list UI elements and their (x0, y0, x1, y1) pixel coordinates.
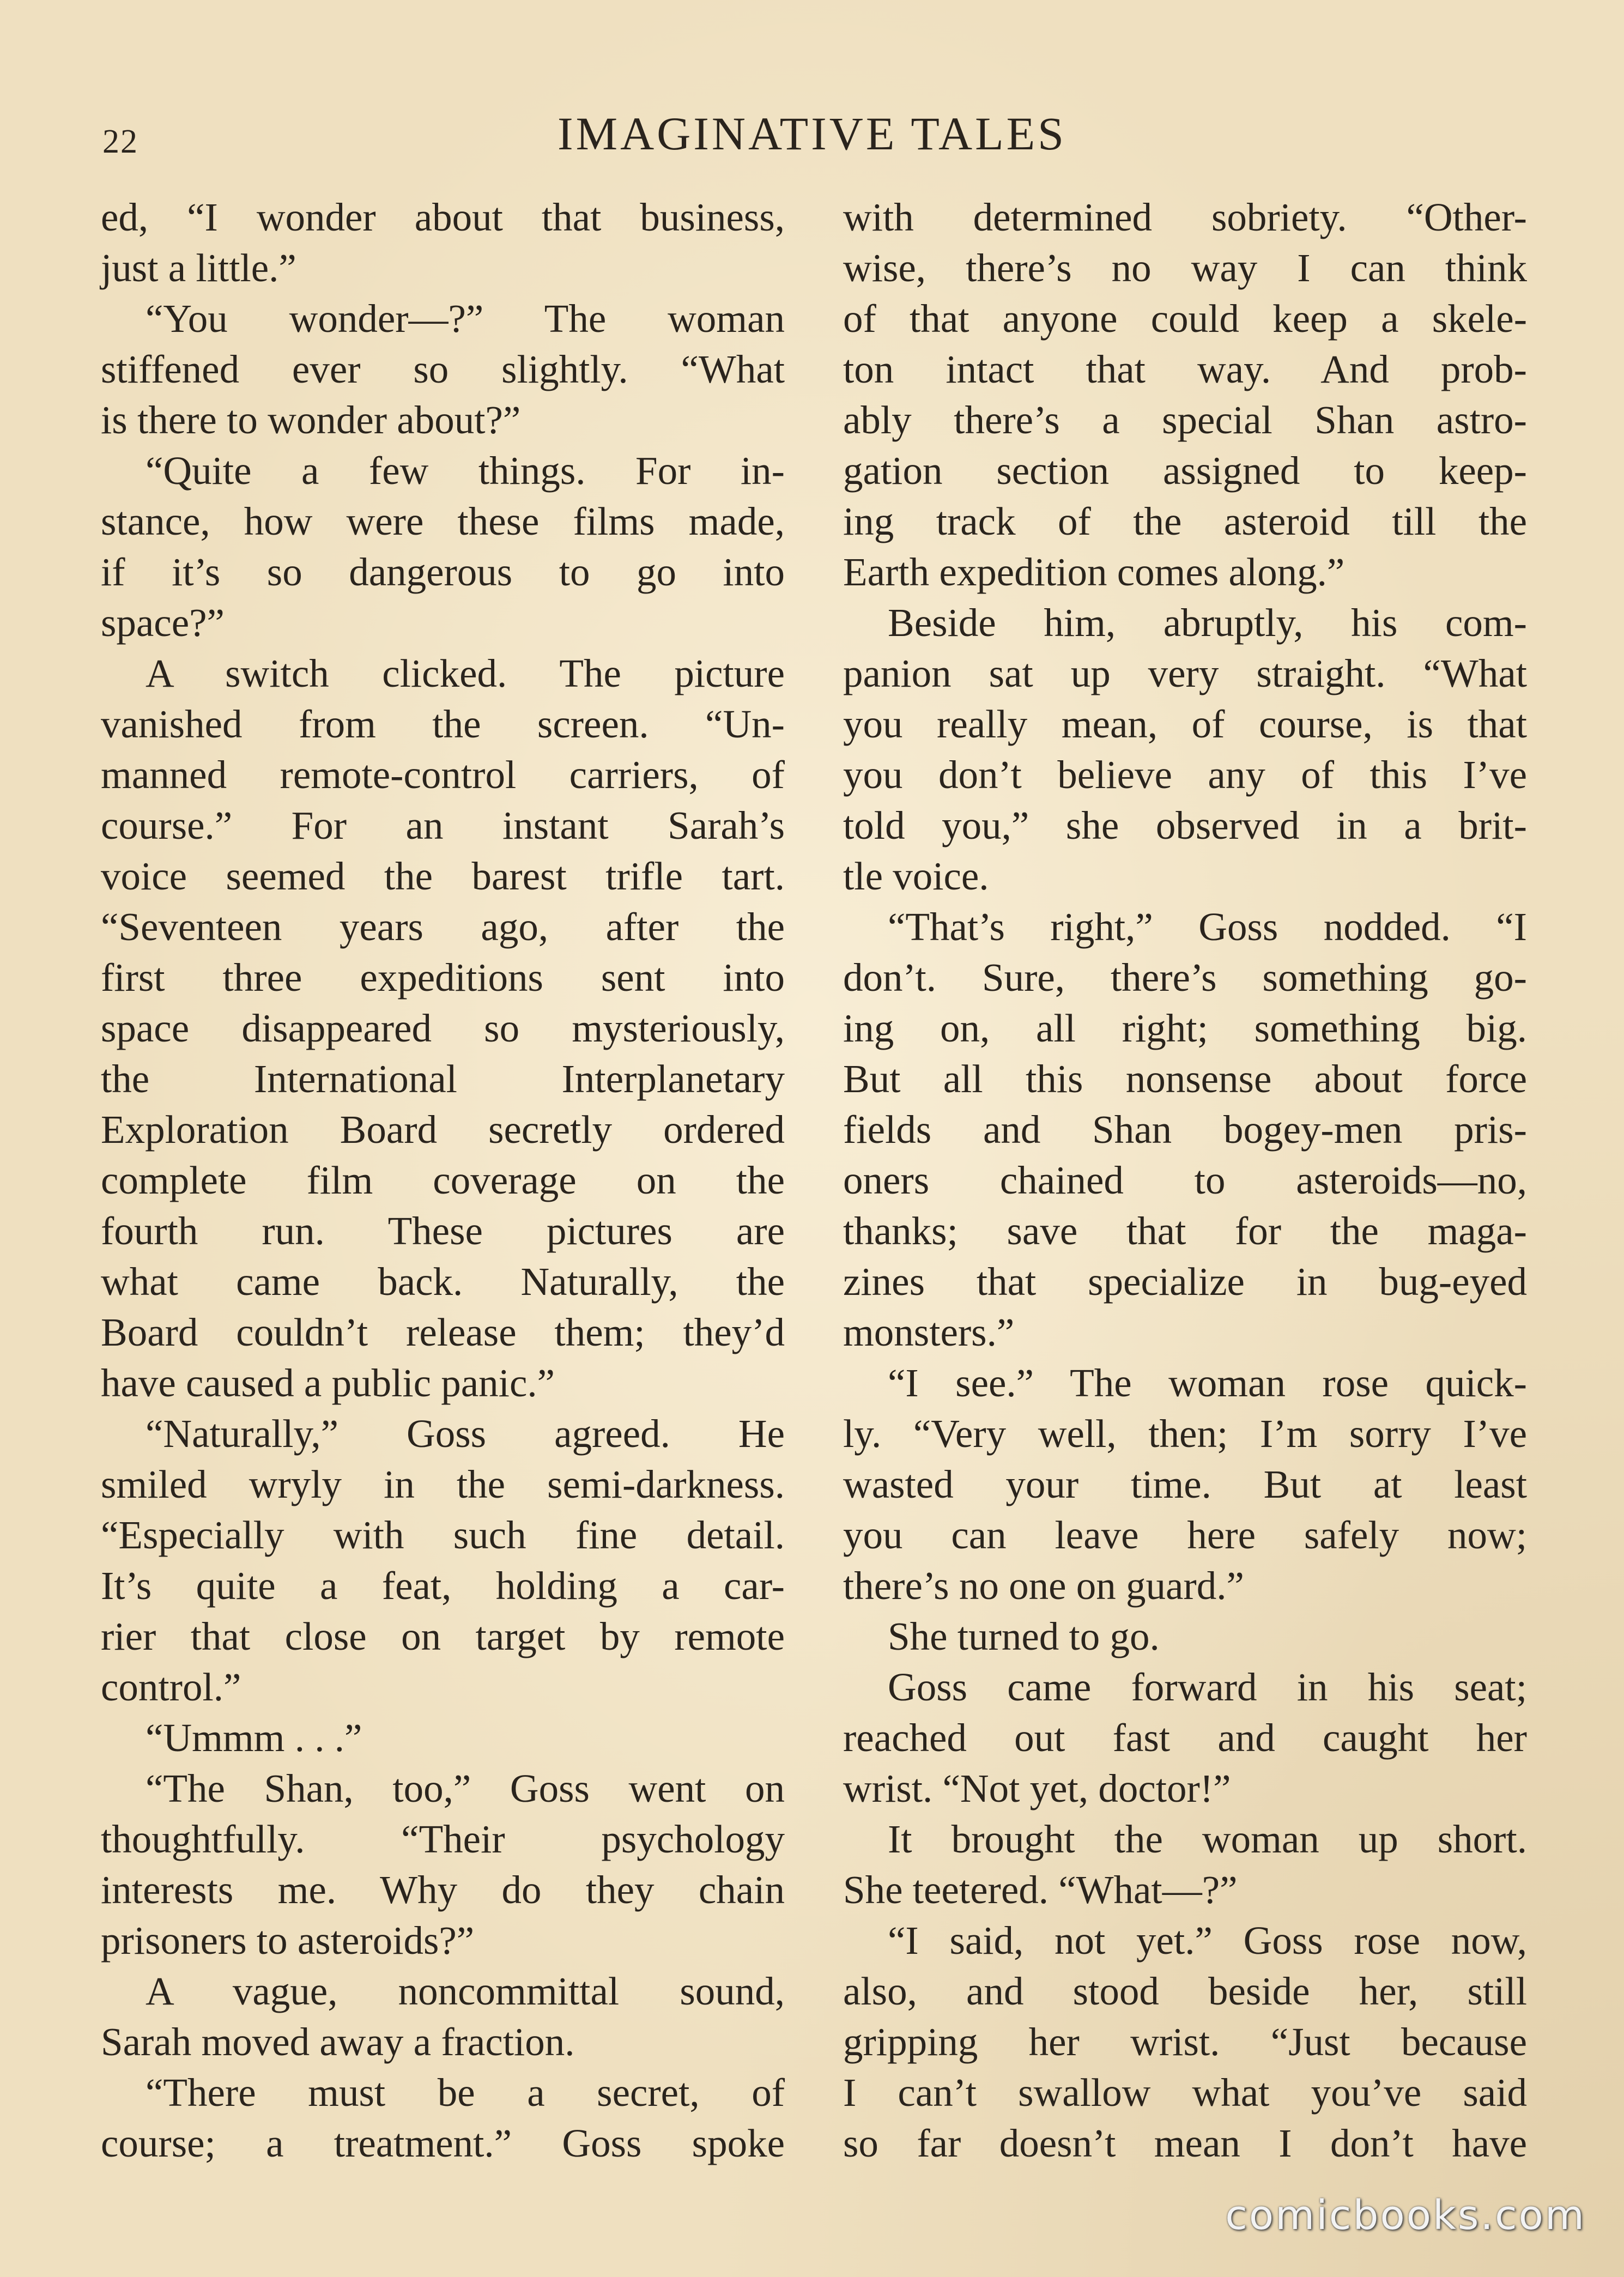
text-line: ing track of the asteroid till the (843, 499, 1527, 543)
text-line: “I said, not yet.” Goss rose now, (888, 1918, 1527, 1963)
text-line: vanished from the screen. “Un- (101, 702, 785, 746)
text-line: “The Shan, too,” Goss went on (146, 1766, 785, 1810)
text-line: Beside him, abruptly, his com- (888, 601, 1527, 645)
text-line: you don’t believe any of this I’ve (843, 753, 1527, 797)
text-line: A switch clicked. The picture (146, 651, 785, 695)
text-line: It’s quite a feat, holding a car- (101, 1564, 785, 1608)
text-line: Exploration Board secretly ordered (101, 1107, 785, 1152)
text-line: I can’t swallow what you’ve said (843, 2070, 1527, 2115)
text-line: panion sat up very straight. “What (843, 651, 1527, 695)
text-line: just a little.” (101, 246, 296, 290)
text-line: “There must be a secret, of (146, 2070, 785, 2115)
text-line: But all this nonsense about force (843, 1057, 1527, 1101)
text-line: you can leave here safely now; (843, 1513, 1527, 1557)
text-line: reached out fast and caught her (843, 1716, 1527, 1760)
text-line: Goss came forward in his seat; (888, 1665, 1527, 1709)
text-line: interests me. Why do they chain (101, 1868, 785, 1912)
page-number: 22 (102, 123, 138, 160)
text-line: of that anyone could keep a skele- (843, 296, 1527, 341)
text-line: don’t. Sure, there’s something go- (843, 955, 1527, 1000)
text-line: fourth run. These pictures are (101, 1209, 785, 1253)
text-line: first three expeditions sent into (101, 955, 785, 1000)
text-line: course; a treatment.” Goss spoke (101, 2121, 785, 2165)
text-line: stance, how were these films made, (101, 499, 785, 543)
text-line: smiled wryly in the semi-darkness. (101, 1462, 785, 1506)
text-line: stiffened ever so slightly. “What (101, 347, 785, 391)
text-line: thanks; save that for the maga- (843, 1209, 1527, 1253)
text-line: the International Interplanetary (101, 1057, 785, 1101)
text-line: control.” (101, 1665, 241, 1709)
text-line: monsters.” (843, 1310, 1015, 1354)
text-line: Board couldn’t release them; they’d (101, 1310, 785, 1354)
text-line: ly. “Very well, then; I’m sorry I’ve (843, 1412, 1527, 1456)
text-line: gation section assigned to keep- (843, 449, 1527, 493)
text-line: A vague, noncommittal sound, (146, 1969, 785, 2013)
text-line: Sarah moved away a fraction. (101, 2020, 575, 2064)
text-line: so far doesn’t mean I don’t have (843, 2121, 1527, 2165)
text-line: wasted your time. But at least (843, 1462, 1527, 1506)
text-line: “I see.” The woman rose quick- (888, 1361, 1527, 1405)
text-line: “Naturally,” Goss agreed. He (146, 1412, 785, 1456)
text-line: course.” For an instant Sarah’s (101, 803, 785, 847)
text-line: ed, “I wonder about that business, (101, 195, 785, 239)
text-line: “Quite a few things. For in- (146, 449, 785, 493)
right-text-column (843, 192, 1527, 2169)
watermark: comicbooks.com (1225, 2192, 1586, 2239)
text-line: what came back. Naturally, the (101, 1259, 785, 1304)
text-line: gripping her wrist. “Just because (843, 2020, 1527, 2064)
left-text-column (101, 192, 785, 2169)
text-line: thoughtfully. “Their psychology (101, 1817, 785, 1861)
text-line: oners chained to asteroids—no, (843, 1158, 1527, 1202)
text-line: space disappeared so mysteriously, (101, 1006, 785, 1050)
text-line: ing on, all right; something big. (843, 1006, 1527, 1050)
text-line: you really mean, of course, is that (843, 702, 1527, 746)
text-line: there’s no one on guard.” (843, 1564, 1244, 1608)
text-line: space?” (101, 601, 225, 645)
text-line: also, and stood beside her, still (843, 1969, 1527, 2013)
text-line: voice seemed the barest trifle tart. (101, 854, 785, 898)
text-line: “Seventeen years ago, after the (101, 905, 785, 949)
text-line: “Especially with such fine detail. (101, 1513, 785, 1557)
text-line: manned remote-control carriers, of (101, 753, 785, 797)
text-line: She teetered. “What—?” (843, 1868, 1238, 1912)
running-title: IMAGINATIVE TALES (557, 107, 1067, 160)
text-line: tle voice. (843, 854, 989, 898)
text-line: fields and Shan bogey-men pris- (843, 1107, 1527, 1152)
text-line: She turned to go. (888, 1614, 1160, 1658)
page-header (98, 106, 1526, 166)
text-line: complete film coverage on the (101, 1158, 785, 1202)
text-line: “You wonder—?” The woman (146, 296, 785, 341)
text-line: if it’s so dangerous to go into (101, 550, 785, 594)
text-line: “Ummm . . .” (146, 1716, 362, 1760)
text-line: prisoners to asteroids?” (101, 1918, 475, 1963)
text-line: told you,” she observed in a brit- (843, 803, 1527, 847)
text-line: with determined sobriety. “Other- (843, 195, 1527, 239)
text-line: ably there’s a special Shan astro- (843, 398, 1527, 442)
text-line: is there to wonder about?” (101, 398, 521, 442)
text-line: “That’s right,” Goss nodded. “I (888, 905, 1527, 949)
text-line: zines that specialize in bug-eyed (843, 1259, 1527, 1304)
text-line: rier that close on target by remote (101, 1614, 785, 1658)
text-line: have caused a public panic.” (101, 1361, 555, 1405)
text-line: Earth expedition comes along.” (843, 550, 1345, 594)
text-line: wrist. “Not yet, doctor!” (843, 1766, 1231, 1810)
text-line: wise, there’s no way I can think (843, 246, 1527, 290)
text-line: It brought the woman up short. (888, 1817, 1527, 1861)
text-line: ton intact that way. And prob- (843, 347, 1527, 391)
